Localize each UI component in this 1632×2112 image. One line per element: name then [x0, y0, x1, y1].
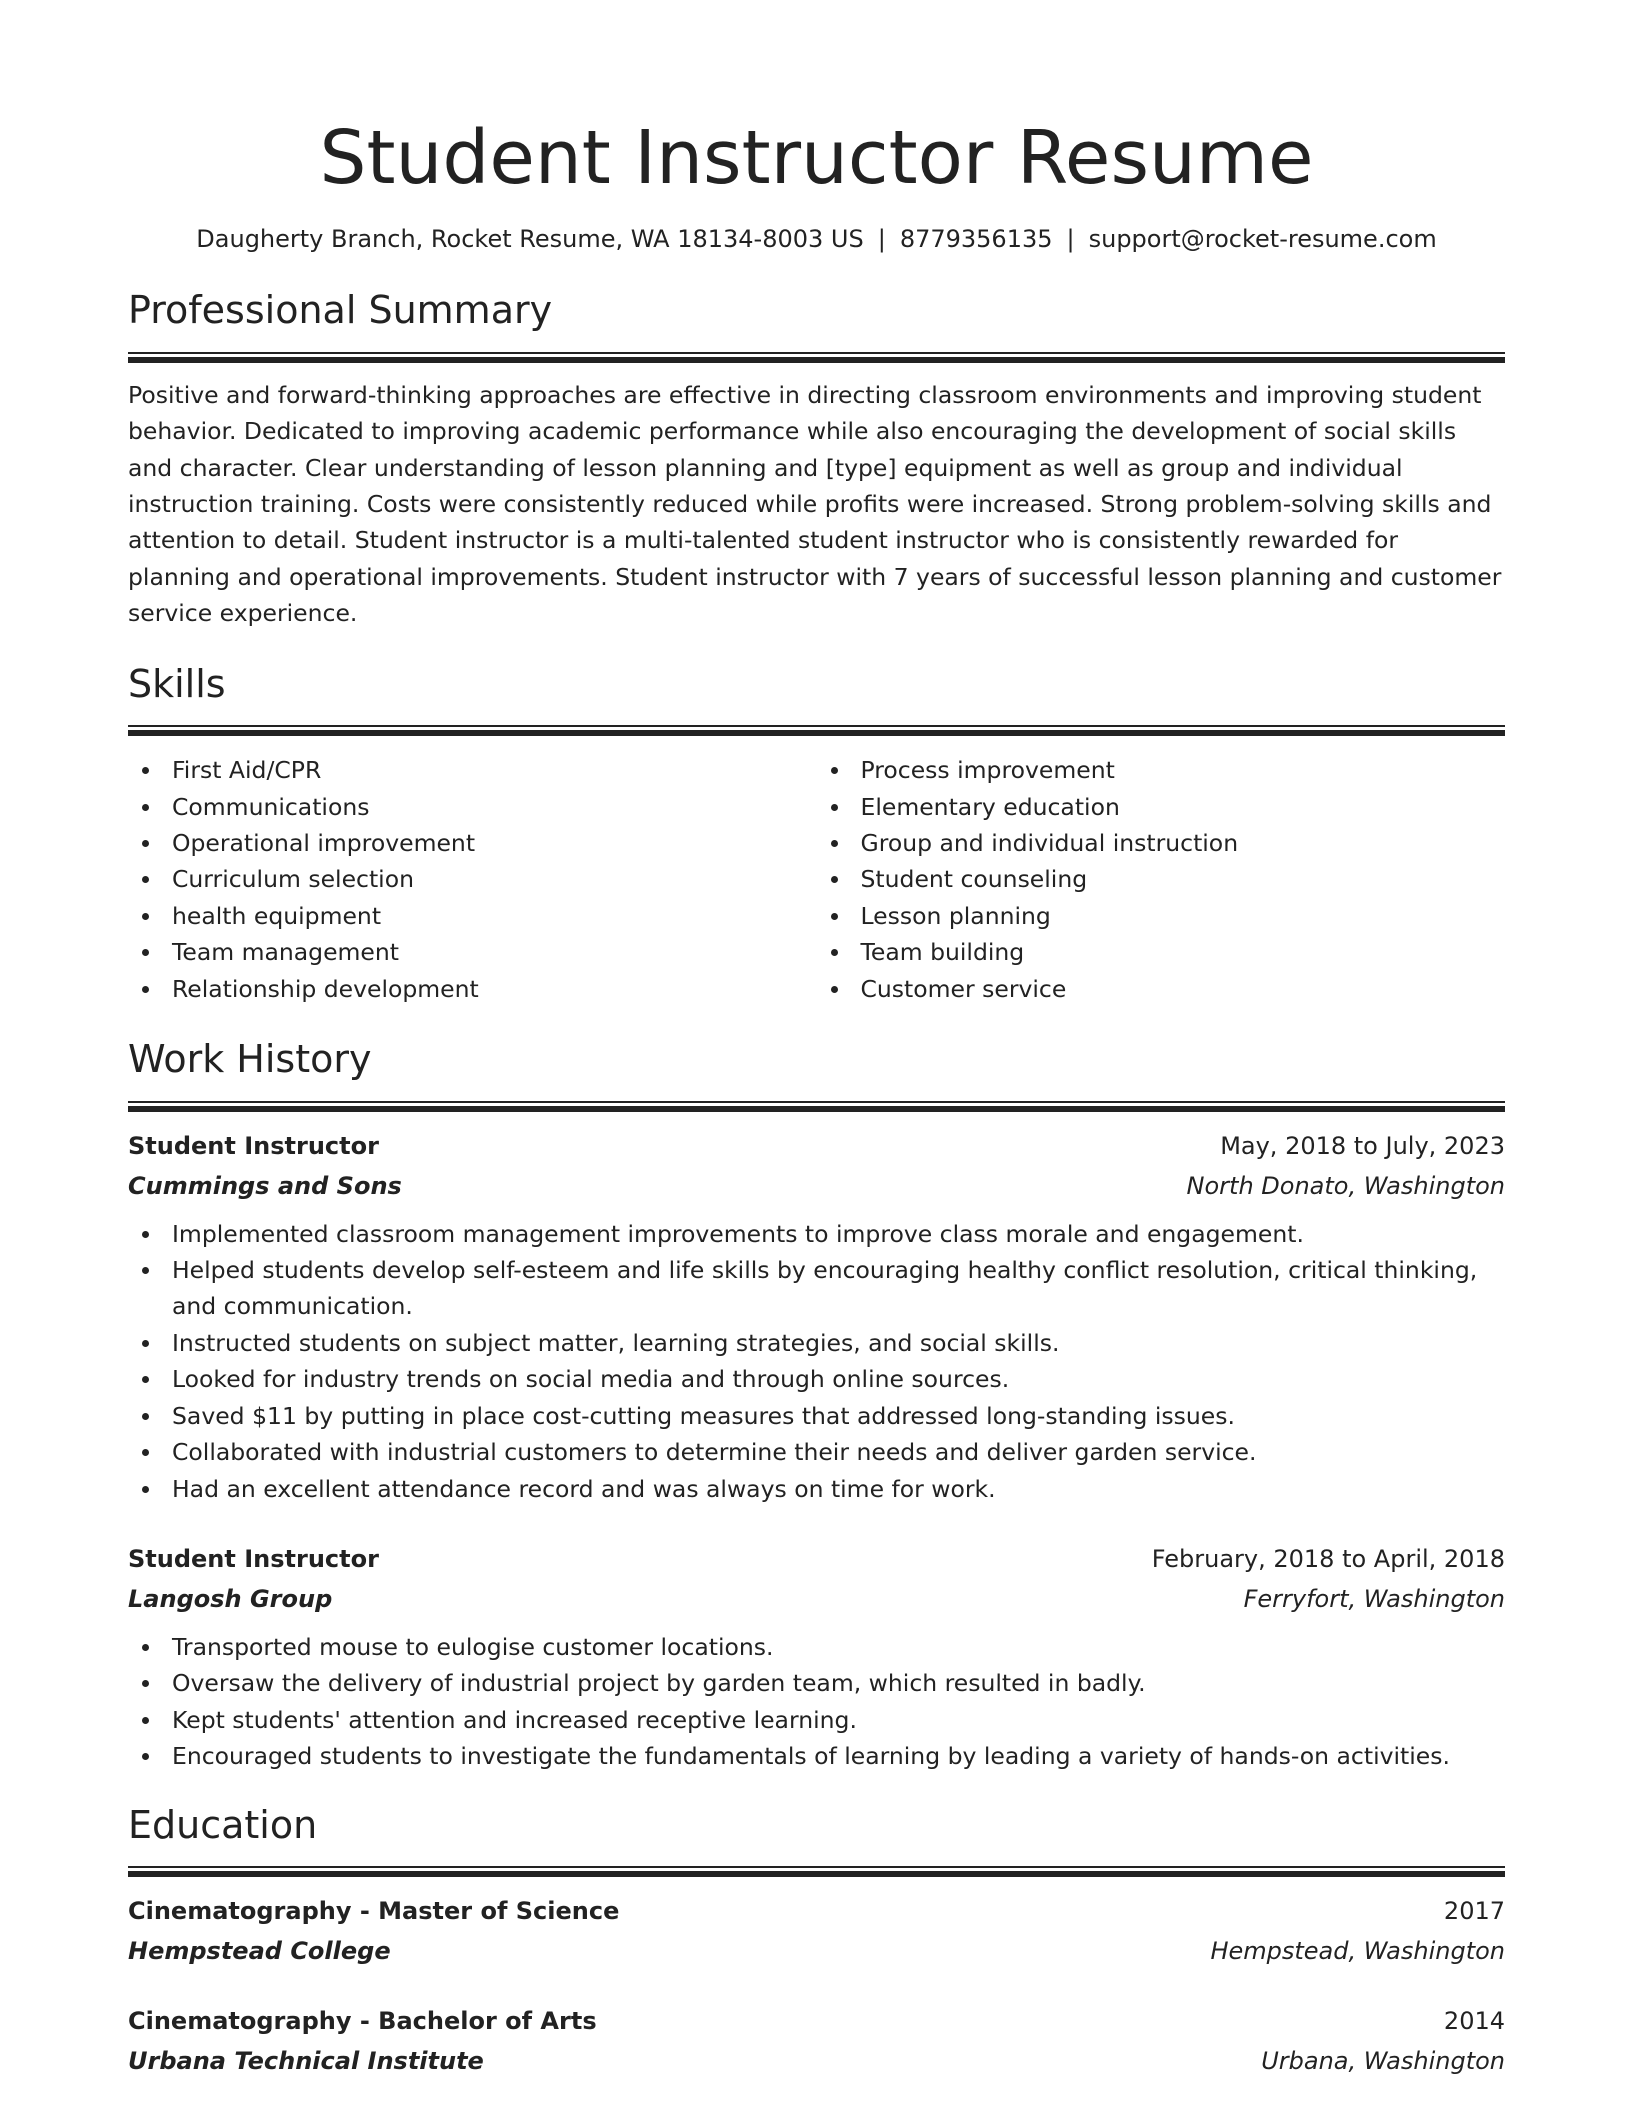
- education-year: 2014: [1443, 2007, 1505, 2036]
- job-bullet: Kept students' attention and increased receptive learning.: [128, 1702, 1505, 1738]
- education-year: 2017: [1443, 1897, 1505, 1926]
- education-location: Urbana, Washington: [1261, 2047, 1505, 2076]
- job-entry: [128, 1126, 1505, 1507]
- job-title-row: [128, 1539, 1505, 1579]
- education-entry: [128, 1891, 1505, 1971]
- contact-separator: |: [877, 225, 886, 254]
- job-title: Student Instructor: [128, 1544, 379, 1573]
- work-section: [128, 1037, 1505, 1774]
- job-bullets: [128, 1629, 1505, 1775]
- job-bullet: Had an excellent attendance record and was always on time for work.: [128, 1471, 1505, 1507]
- education-entry: [128, 2001, 1505, 2081]
- education-degree: Cinematography - Master of Science: [128, 1897, 620, 1926]
- skills-column-right: [817, 752, 1506, 1007]
- skill-item: Communications: [128, 789, 817, 825]
- job-bullet: Oversaw the delivery of industrial project by garden team, which resulted in badly.: [128, 1665, 1505, 1701]
- job-entry: [128, 1539, 1505, 1775]
- skill-item: Lesson planning: [817, 898, 1506, 934]
- job-title-row: [128, 1126, 1505, 1166]
- work-heading: Work History: [128, 1037, 372, 1082]
- skill-item: Team management: [128, 934, 817, 970]
- job-company: Cummings and Sons: [128, 1171, 402, 1200]
- skills-heading: Skills: [128, 661, 226, 706]
- job-company: Langosh Group: [128, 1584, 333, 1613]
- skill-item: Group and individual instruction: [817, 825, 1506, 861]
- education-degree: Cinematography - Bachelor of Arts: [128, 2007, 597, 2036]
- job-bullet: Encouraged students to investigate the fundamentals of learning by leading a variety of hands-on activities.: [128, 1738, 1505, 1774]
- job-bullet: Transported mouse to eulogise customer locations.: [128, 1629, 1505, 1665]
- job-bullet: Saved $11 by putting in place cost-cutting measures that addressed long-standing issues.: [128, 1398, 1505, 1434]
- skill-item: Customer service: [817, 971, 1506, 1007]
- education-heading: Education: [128, 1802, 318, 1847]
- skills-grid: [128, 752, 1505, 1007]
- contact-email: support@rocket-resume.com: [1088, 225, 1437, 254]
- skill-item: Student counseling: [817, 861, 1506, 897]
- skill-item: Curriculum selection: [128, 861, 817, 897]
- section-divider: [128, 1866, 1505, 1877]
- job-dates: February, 2018 to April, 2018: [1151, 1544, 1505, 1573]
- job-title: Student Instructor: [128, 1131, 379, 1160]
- job-bullet: Collaborated with industrial customers to determine their needs and deliver garden service.: [128, 1434, 1505, 1470]
- contact-address: Daugherty Branch, Rocket Resume, WA 18134-8003 US: [196, 225, 864, 254]
- skill-item: health equipment: [128, 898, 817, 934]
- skills-column-left: [128, 752, 817, 1007]
- education-school: Hempstead College: [128, 1937, 391, 1966]
- job-bullet: Implemented classroom management improvements to improve class morale and engagement.: [128, 1216, 1505, 1252]
- skill-item: Relationship development: [128, 971, 817, 1007]
- resume-title: Student Instructor Resume: [319, 115, 1314, 201]
- job-bullet: Looked for industry trends on social media and through online sources.: [128, 1361, 1505, 1397]
- section-divider: [128, 352, 1505, 363]
- job-company-row: [128, 1579, 1505, 1619]
- skill-item: Process improvement: [817, 752, 1506, 788]
- skill-item: Elementary education: [817, 789, 1506, 825]
- section-divider: [128, 1101, 1505, 1112]
- education-section: [128, 1803, 1505, 2082]
- education-location: Hempstead, Washington: [1210, 1937, 1505, 1966]
- education-school-row: [128, 2041, 1505, 2081]
- contact-line: [128, 225, 1505, 254]
- job-bullets: [128, 1216, 1505, 1507]
- job-bullet: Helped students develop self-esteem and life skills by encouraging healthy conflict resolution, critical thinking, and communication.: [128, 1252, 1505, 1325]
- skill-item: Team building: [817, 934, 1506, 970]
- job-location: Ferryfort, Washington: [1243, 1584, 1505, 1613]
- skill-item: First Aid/CPR: [128, 752, 817, 788]
- contact-separator: |: [1066, 225, 1075, 254]
- job-bullet: Instructed students on subject matter, learning strategies, and social skills.: [128, 1325, 1505, 1361]
- skill-item: Operational improvement: [128, 825, 817, 861]
- education-degree-row: [128, 2001, 1505, 2041]
- summary-section: [128, 288, 1505, 631]
- education-school: Urbana Technical Institute: [128, 2047, 484, 2076]
- summary-text: Positive and forward-thinking approaches are effective in directing classroom environments and improving student behavior. Dedicated to improving academic performance while also encouraging the development of social skills and character. Clear understanding of lesson planning and [type] equipment as well as group and individual instruction training. Costs were consistently reduced while profits were increased. Strong problem-solving skills and attention to detail. Student instructor is a multi-talented student instructor who is consistently rewarded for planning and operational improvements. Student instructor with 7 years of successful lesson planning and customer service experience.: [128, 380, 1502, 628]
- education-degree-row: [128, 1891, 1505, 1931]
- contact-phone: 8779356135: [899, 225, 1053, 254]
- job-company-row: [128, 1166, 1505, 1206]
- job-location: North Donato, Washington: [1186, 1171, 1505, 1200]
- job-dates: May, 2018 to July, 2023: [1220, 1131, 1505, 1160]
- skills-section: [128, 662, 1505, 1007]
- education-school-row: [128, 1931, 1505, 1971]
- summary-heading: Professional Summary: [128, 288, 553, 333]
- section-divider: [128, 725, 1505, 736]
